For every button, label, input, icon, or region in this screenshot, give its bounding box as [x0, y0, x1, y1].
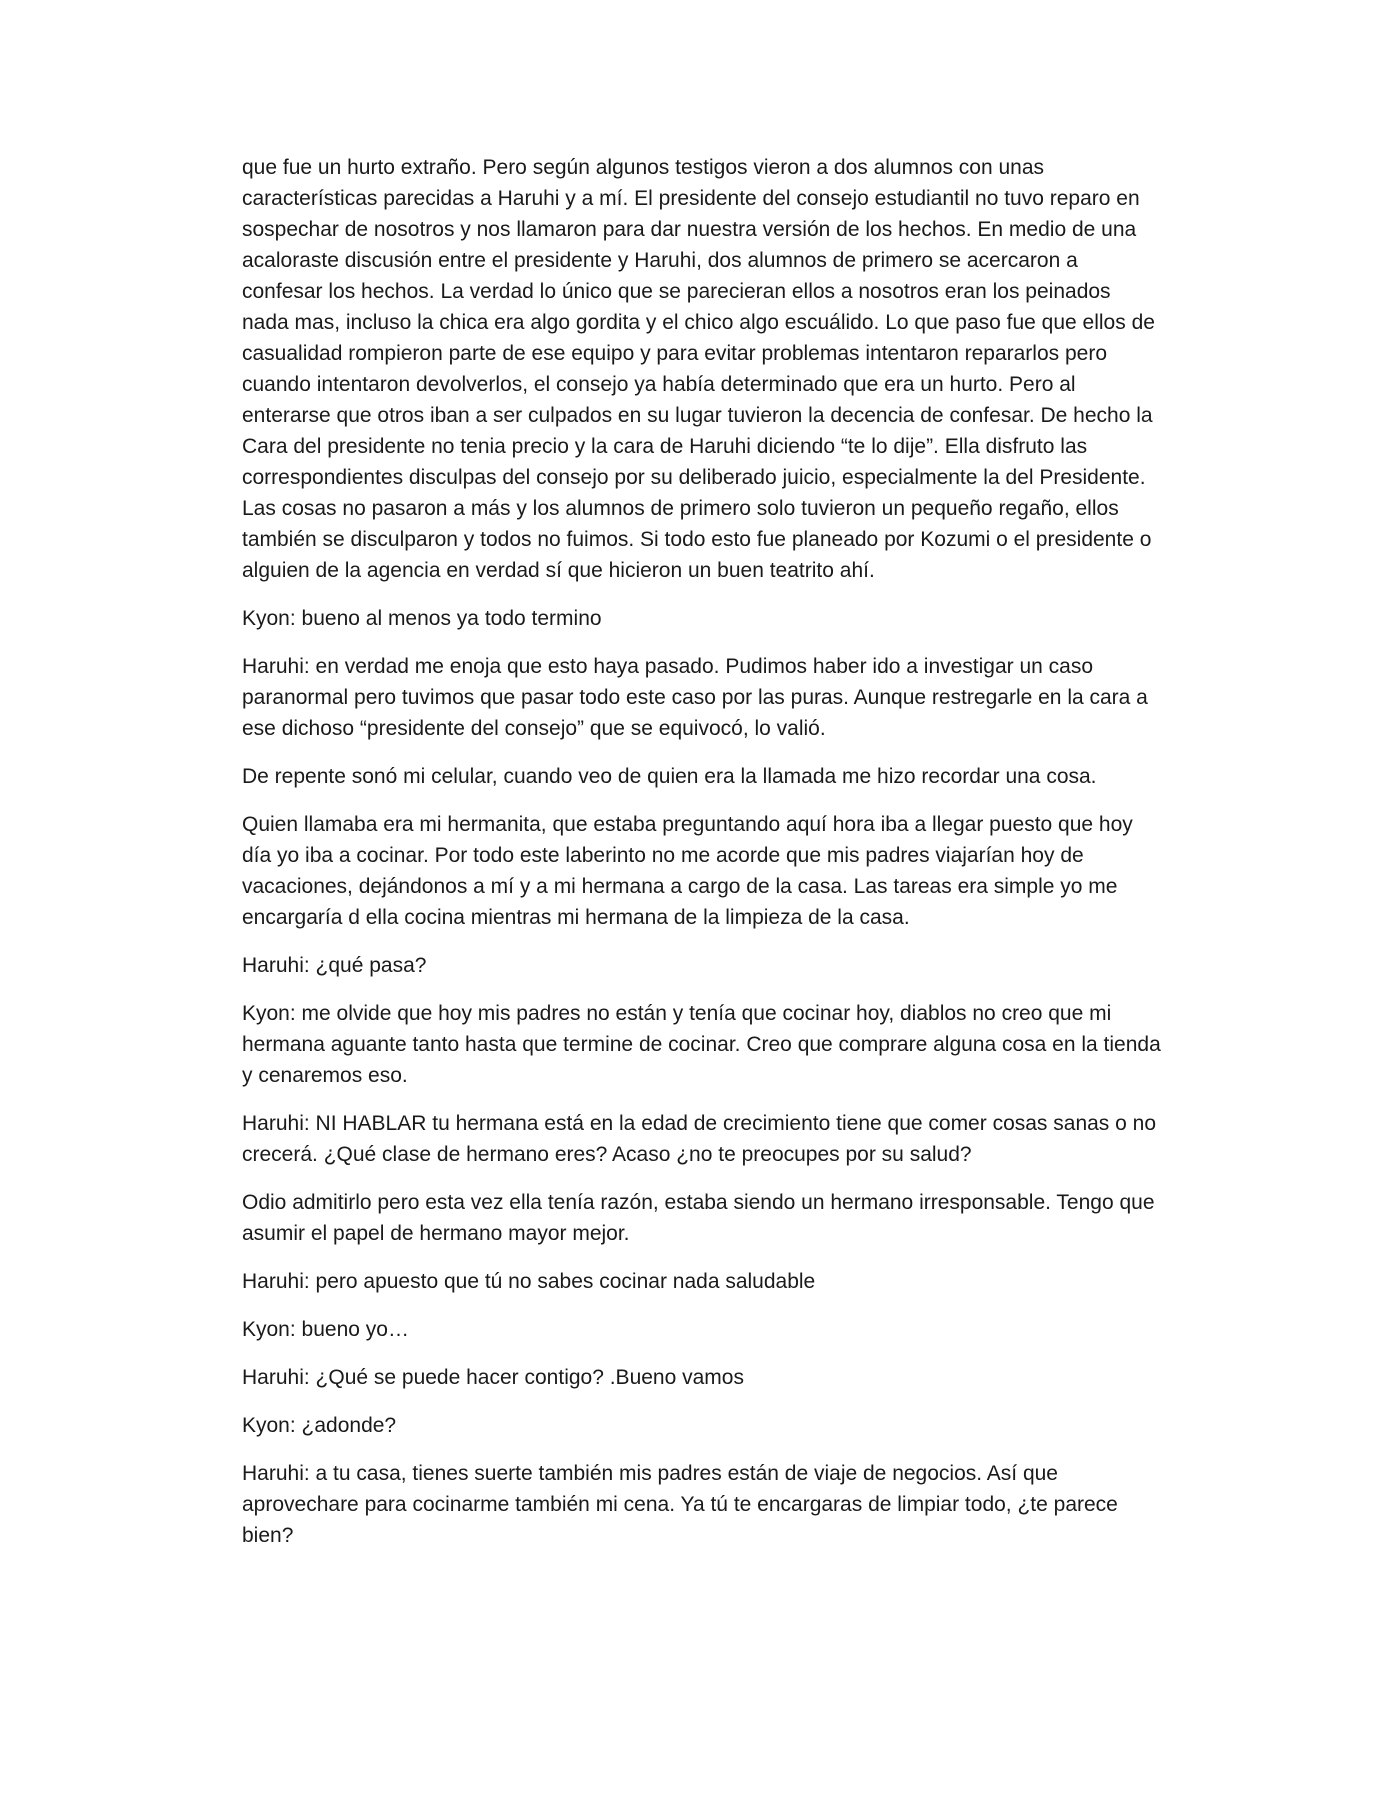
dialogue-line: Haruhi: en verdad me enoja que esto haya pasado. Pudimos haber ido a investigar un caso paranormal pero tuvimos que pasar todo este caso por las puras. Aunque restregarle en la cara a ese dichoso “presidente del consejo” que se equivocó, lo valió. — [242, 655, 1148, 740]
dialogue-line: Haruhi: NI HABLAR tu hermana está en la edad de crecimiento tiene que comer cosas sanas o no crecerá. ¿Qué clase de hermano eres? Acaso ¿no te preocupes por su salud? — [242, 1112, 1157, 1166]
narrative-paragraph: Odio admitirlo pero esta vez ella tenía razón, estaba siendo un hermano irresponsable. Tengo que asumir el papel de hermano mayor mejor. — [242, 1191, 1155, 1245]
dialogue-line: Kyon: ¿adonde? — [242, 1414, 397, 1437]
dialogue-line: Kyon: bueno al menos ya todo termino — [242, 607, 602, 630]
dialogue-line: Kyon: bueno yo… — [242, 1318, 409, 1341]
dialogue-line: Haruhi: ¿Qué se puede hacer contigo? .Bueno vamos — [242, 1366, 744, 1389]
dialogue-line: Kyon: me olvide que hoy mis padres no están y tenía que cocinar hoy, diablos no creo que mi hermana aguante tanto hasta que termine de cocinar. Creo que comprare alguna cosa en la tienda y cenaremos eso. — [242, 1002, 1161, 1087]
document-body — [242, 152, 1162, 1568]
dialogue-line: Haruhi: a tu casa, tienes suerte también mis padres están de viaje de negocios. Así que aprovechare para cocinarme también mi cena. Ya tú te encargaras de limpiar todo, ¿te parece bien? — [242, 1462, 1118, 1547]
narrative-paragraph: que fue un hurto extraño. Pero según algunos testigos vieron a dos alumnos con unas características parecidas a Haruhi y a mí. El presidente del consejo estudiantil no tuvo reparo en sospechar de nosotros y nos llamaron para dar nuestra versión de los hechos. En medio de una acaloraste discusión entre el presidente y Haruhi, dos alumnos de primero se acercaron a confesar los hechos. La verdad lo único que se parecieran ellos a nosotros eran los peinados nada mas, incluso la chica era algo gordita y el chico algo escuálido. Lo que paso fue que ellos de casualidad rompieron parte de ese equipo y para evitar problemas intentaron repararlos pero cuando intentaron devolverlos, el consejo ya había determinado que era un hurto. Pero al enterarse que otros iban a ser culpados en su lugar tuvieron la decencia de confesar. De hecho la Cara del presidente no tenia precio y la cara de Haruhi diciendo “te lo dije”. Ella disfruto las correspondientes disculpas del consejo por su deliberado juicio, especialmente la del Presidente. Las cosas no pasaron a más y los alumnos de primero solo tuvieron un pequeño regaño, ellos también se disculparon y todos no fuimos. Si todo esto fue planeado por Kozumi o el presidente o alguien de la agencia en verdad sí que hicieron un buen teatrito ahí. — [242, 156, 1155, 582]
dialogue-line: Haruhi: ¿qué pasa? — [242, 954, 427, 977]
dialogue-line: Haruhi: pero apuesto que tú no sabes cocinar nada saludable — [242, 1270, 816, 1293]
narrative-paragraph: Quien llamaba era mi hermanita, que estaba preguntando aquí hora iba a llegar puesto que hoy día yo iba a cocinar. Por todo este laberinto no me acorde que mis padres viajarían hoy de vacaciones, dejándonos a mí y a mi hermana a cargo de la casa. Las tareas era simple yo me encargaría d ella cocina mientras mi hermana de la limpieza de la casa. — [242, 813, 1133, 929]
narrative-paragraph: De repente sonó mi celular, cuando veo de quien era la llamada me hizo recordar una cosa. — [242, 765, 1097, 788]
